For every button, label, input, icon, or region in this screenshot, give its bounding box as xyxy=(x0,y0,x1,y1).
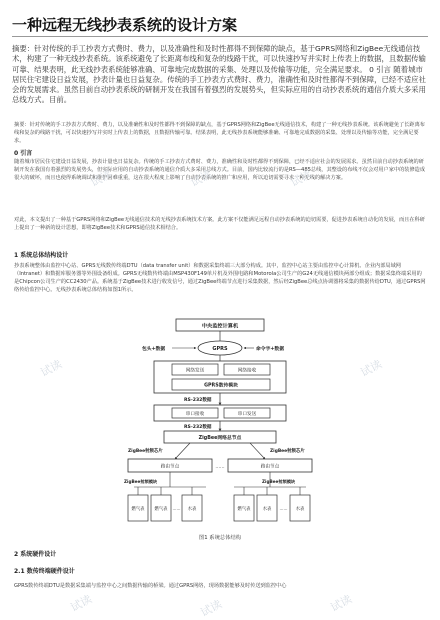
meter-ellipsis-left: …… xyxy=(172,506,181,511)
meter-label-5: 水表 xyxy=(262,507,272,512)
abstract-main: 摘要：针对传统的手工抄表方式费时、费力，以及准确性和及时性都得不到保障的缺点，基于GPRS网络和ZigBee无线通信技术，构建了一种无线抄表系统。该系统避免了长距离布线和复杂的线路干扰，可以快速抄写并实时上传表上的数据，且数据传输可靠、结果表明，此无线抄表系统能够准确、可靠地完成数据的采集、处理以及传输等功能，完全满足要求。 0 引言 随着城市居民住宅建设日益发展，抄表计量也日益复杂。传统的手工抄表方式费时、费力，准确性和及时性都得不到保障，已经不适应社会的发展需求。虽然目前自动抄表系统的研制开发在我国有着强烈的发展势头，但实际应用的自动抄表系统的通信介质大多采用总线方式。目前。 xyxy=(12,44,426,105)
watermark-text: 试读 xyxy=(68,592,94,615)
section-heading-2-1: 2.1 数传终端硬件设计 xyxy=(14,568,75,575)
system-structure-diagram xyxy=(120,317,320,529)
meter-label-6: 水表 xyxy=(295,507,305,512)
coordinator-label: ZigBee网络总节点 xyxy=(198,436,242,441)
rf-chip-label-right: ZigBee射频芯片 xyxy=(270,449,305,454)
title-divider xyxy=(12,36,428,37)
gprs-cloud-label: GPRS xyxy=(212,346,228,352)
watermark-text: 试读 xyxy=(198,597,224,620)
monitor-computer-label: 中央监控计算机 xyxy=(201,323,239,330)
network-receive-label: 网络接收 xyxy=(237,368,257,374)
router-label-right: 路由节点 xyxy=(260,464,280,470)
section-1-paragraph: 抄表系统整体由监控中心站、GPRS无线数传终端DTU（data transfer unit）和数据采集终端三大部分构成。其中，监控中心站主要由监控中心计算机、企业内部局域网（Intranet）和数据库服务器等外围设备组成。GPRS无线数传终端由MSP430F149单片机及外围电路和Motorola公司生产的G24无线通信模块两部分组成；数据采集终端采用的是Chipcon公司生产的CC2430产品。系统基于ZigBee技术进行收发信号，通过ZigBee终端节点进行采集数据，然后经ZigBee总线点协调器将采集的数据传给DTU，通过GPRS网络传给监控中心。无线抄表系统总体结构如图1所示。 xyxy=(14,263,426,293)
meter-label-3: 水表 xyxy=(187,507,197,512)
section-heading-1: 1 系统总体结构设计 xyxy=(14,252,69,259)
network-send-label: 网络发送 xyxy=(185,368,205,374)
meter-label-4: 燃气表 xyxy=(237,507,251,512)
section-2-1-paragraph: GPRS数传终端DTU是数据采集端与监控中心之间数据传输的桥梁。通过GPRS网络，现场数据能够及时传送到监控中心 xyxy=(14,583,287,589)
intro-paragraph-2: 对此，本文提出了一种基于GPRS网络和ZigBee无线通信技术的无线抄表系统技术方案。此方案不仅能满足远程自动抄表系统的迫切需要，促进抄表系统自动化的发展，而且在科研上提出了一种新的设计思想，即将ZigBee技术和GPRS通信技术相结合。 xyxy=(14,217,425,231)
rf-module-label-right: ZigBee射频模块 xyxy=(262,479,296,484)
page-title: 一种远程无线抄表系统的设计方案 xyxy=(12,16,238,34)
watermark-text: 试读 xyxy=(38,357,64,380)
router-ellipsis: …… xyxy=(215,465,225,470)
meter-label-2: 燃气表 xyxy=(154,507,168,512)
command-data-label: 命令字+数据 xyxy=(256,347,285,352)
router-label-left: 路由节点 xyxy=(160,464,180,470)
rf-chip-label-left: ZigBee射频芯片 xyxy=(128,449,163,454)
abstract-repeat: 摘要：针对传统的手工抄表方式费时、费力，以及准确性和及时性都得不到保障的缺点，基于GPRS网络和ZigBee无线通信技术，构建了一种无线抄表系统。该系统避免了长距离布线和复杂的线路干扰，可以快速抄写并实时上传表上的数据，且数据传输可靠。结果表明，此无线抄表系统能够准确、可靠地完成数据的采集、处理以及传输等功能，完全满足要求。 xyxy=(14,122,425,144)
rs232-label-2: RS-232数据 xyxy=(184,425,212,430)
meter-label-1: 燃气表 xyxy=(131,507,145,512)
watermark-text: 试读 xyxy=(188,167,214,190)
intro-paragraph-1: 随着城市居民住宅建设日益发展，抄表计量也日益复杂。传统的手工抄表方式费时、费力，准确性和及时性都得不到保障，已经不适应社会的发展需求。虽然目前自动抄表系统的研制开发在我国有着强烈的发展势头，但实际应用的自动抄表系统的通信介质大多采用总线方式。目前，国内比较流行的是RS—485总线，其整设的布线不仅会对用户家中的装修造成很大的破坏，而且也使得系统调试和维护困难重重，这在很大程度上影响了自动抄表系统的推广和应用，所以迫切需要寻求一种无线的解决方案。 xyxy=(14,159,426,181)
figure-caption: 图1 系统总体结构 xyxy=(198,535,242,541)
packet-data-label: 包头+数据 xyxy=(142,347,166,352)
section-heading-intro: 0 引言 xyxy=(14,150,33,157)
watermark-text: 试读 xyxy=(88,167,114,190)
watermark-text: 试读 xyxy=(328,592,354,615)
serial-receive-label: 串口接收 xyxy=(185,412,205,417)
rf-module-label-left: ZigBee射频模块 xyxy=(124,479,158,484)
serial-send-label: 串口发送 xyxy=(237,412,257,417)
rs232-label-1: RS-232数据 xyxy=(184,398,212,403)
section-heading-2: 2 系统硬件设计 xyxy=(14,551,57,558)
gprs-module-label: GPRS数传模块 xyxy=(204,383,238,389)
meter-ellipsis-right: …… xyxy=(279,506,288,511)
watermark-text: 试读 xyxy=(288,167,314,190)
watermark-text: 试读 xyxy=(358,357,384,380)
